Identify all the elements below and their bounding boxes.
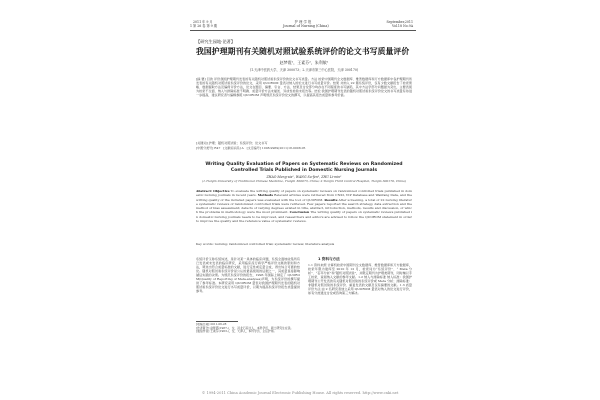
header-volume: 第 26 卷 第 9 期 [193,24,217,28]
abstract-label: Abstract: [196,189,213,193]
journal-name-cn: 护 理 学 报 [294,20,312,24]
methods-text: Relevant articles were retrieved from CNKI, VIP Database and Wanfang Data, and the writing quality of the included papers was evaluated with the tool of QUOROM. [196,193,412,202]
document-code: [文献标识码] A [223,146,244,150]
authors-en: ZHAO Meng-xia¹, WANG Su-fen², ZHU Li-min¹ [266,175,342,179]
header-left [193,20,217,28]
section-tag: 【研究生园地·论著】 [196,39,236,44]
objective-label: Objective [213,189,230,193]
header-rule [190,30,416,31]
keywords-cn: [关键词] 护理；随机对照试验；系统评价；论文书写 [196,141,268,145]
conclusion-label: Conclusion [289,210,310,215]
clc-number: [中图分类号] R47 [196,146,221,150]
article-title-en: Writing Quality Evaluation of Papers on Systematic Reviews on Randomized Controlled Trials Published in Domestic Nursing Journals [205,162,403,173]
affiliation-en: (1.Tianjin University of Traditional Chinese Medicine, Tianjin 300073, China; 2.Tianjin Third Central Hospital, Tianjin 300170, China) [201,180,407,183]
footnote-corresponding: [通信作者] 王素芬(1963-)，女，天津人，本科学历，主任护师。 [196,329,277,334]
header-date-en: September,2011 [386,20,413,24]
article-title-cn: 我国护理期刊有关随机对照试验系统评价的论文书写质量评价 [196,47,410,56]
authors-cn: 赵梦霞¹，王素芬²，朱利敏¹ [279,60,329,65]
footnotes [196,323,300,345]
results-text: After screening, a total of 22 nursing literature systematic reviews of randomized controlled trials were retrieved. Few papers reported the search strategy, data extraction and the method of bias assessment; defects of varying degrees existed in title, abstract, introduction, methods, results and discussion, of which the problems in methodology were the most prominent. [196,197,412,215]
header-volume-en: Vol.18 No.9A [391,24,413,28]
abstract-cn: [摘 要] 目的 评价我国护理期刊发表的有关随机对照试验系统评价的论文书写质量。方法 检索中国期刊全文数据库、维普数据库和万方数据库中各护理期刊所发表的有关随机对照试验系统评价的论文，采用 QUOROM 量表对纳入的论文进行书写质量评价。结果 共纳入 22 篇系统评价，仅有少数文献报告了检索策略、数据提取方法及偏倚评价方法，论文在题目、摘要、引言、方法、结果及讨论部分均存在不同程度的书写缺陷，其中方法学部分问题最为突出，主要表现为检索不全面、纳入与排除标准不明确、质量评价方法未描述、异质性检验未报告等。结论 我国护理期刊发表的随机对照试验系统评价论文的书写质量有待进一步提高，建议研究者与编辑参照 QUOROM 声明规范系统评价论文的撰写，以提高其报告质量和参考价值。 [196,77,412,98]
footnote-author: [作者简介] 赵梦霞(1987-)，女，河北石家庄人，本科学历，硕士研究生在读。 [196,325,294,330]
page-number: 1 [190,24,193,28]
affiliation-cn: (1.天津中医药大学，天津 300073；2.天津市第三中心医院，天津 300170) [249,68,359,72]
keywords-en: Key words: nursing; randomized controlled trial; systematic review; literature analysis [196,242,335,246]
methods-label: Methods [257,193,273,198]
abstract-en [196,189,412,241]
objective-text: To evaluate the writing quality of papers on systematic reviews on randomized controlled trials published in domestic nursing journals in recent years. [196,189,412,198]
body-column-left: 系统评价又称系统综述，是针对某一具体的临床问题，系统全面地收集所有已发表或未发表的临床研究，采用临床流行病学严格评价文献的原则和方法，筛选出符合质量标准的文献，进行定性或定量合成，得出综合可靠的结论。随机对照试验系统评价是公认的最高级别的证据之一，其质量直接影响循证实践的决策。为规范系统评价的报告，1996 年国际上制定了 QUOROM(Quality of Reporting of Meta-analyses)声明，为系统评价的撰写提供了参考标准。本研究采用 QUOROM 量表对我国护理期刊发表的随机对照试验系统评价论文进行书写质量评价，以期为提高系统评价报告质量提供参考。 [196,257,300,294]
body-column-right: 1.1 资料来源 计算机检索中国期刊全文数据库、维普数据库和万方数据库，检索年限为建库至 2010 年 12 月，检索词为“系统评价”、“ Meta 分析”、“荟萃分析”和“随机对照试验”，并限定期刊为护理类期刊，同时辅以手工检索，查阅纳入文献的参考文献。1.2 纳入与排除标准 纳入标准：我国护理期刊公开发表的有关随机对照试验的系统评价或 Meta 分析；排除标准：非随机对照试验的系统评价、重复发表的文献及仅有摘要的文献。1.3 质量评价方法 由 2 名研究者独立采用 QUOROM 量表对纳入的论文进行评价，如有分歧通过讨论或咨询第三方解决。 [308,263,412,296]
article-meta [196,146,412,150]
footnote-rule [196,321,238,322]
footnote-received: [收稿日期] 2011-06-28 [196,323,227,326]
header-date: 2011 年 9 月 [193,20,213,24]
header-journal [283,20,329,28]
copyright-notice: © 1994-2011 China Academic Journal Electronic Publishing House. All rights reserved. http://www.cnki.net [201,391,399,395]
conclusion-text: The writing quality of papers on systematic reviews published in domestic nursing journals needs to be improved, and researchers and editors are advised to follow the QUOROM statement in order to improve the quality and the reference value of systematic reviews. [196,210,412,224]
journal-name-en: Journal of Nursing (China) [283,24,329,28]
article-number: [文章编号] 1008-9969(2011)18-0008-05 [246,146,306,150]
section-heading-methods: 1 资料与方法 [318,257,340,261]
header-right [373,20,413,28]
results-label: Results [324,197,338,202]
